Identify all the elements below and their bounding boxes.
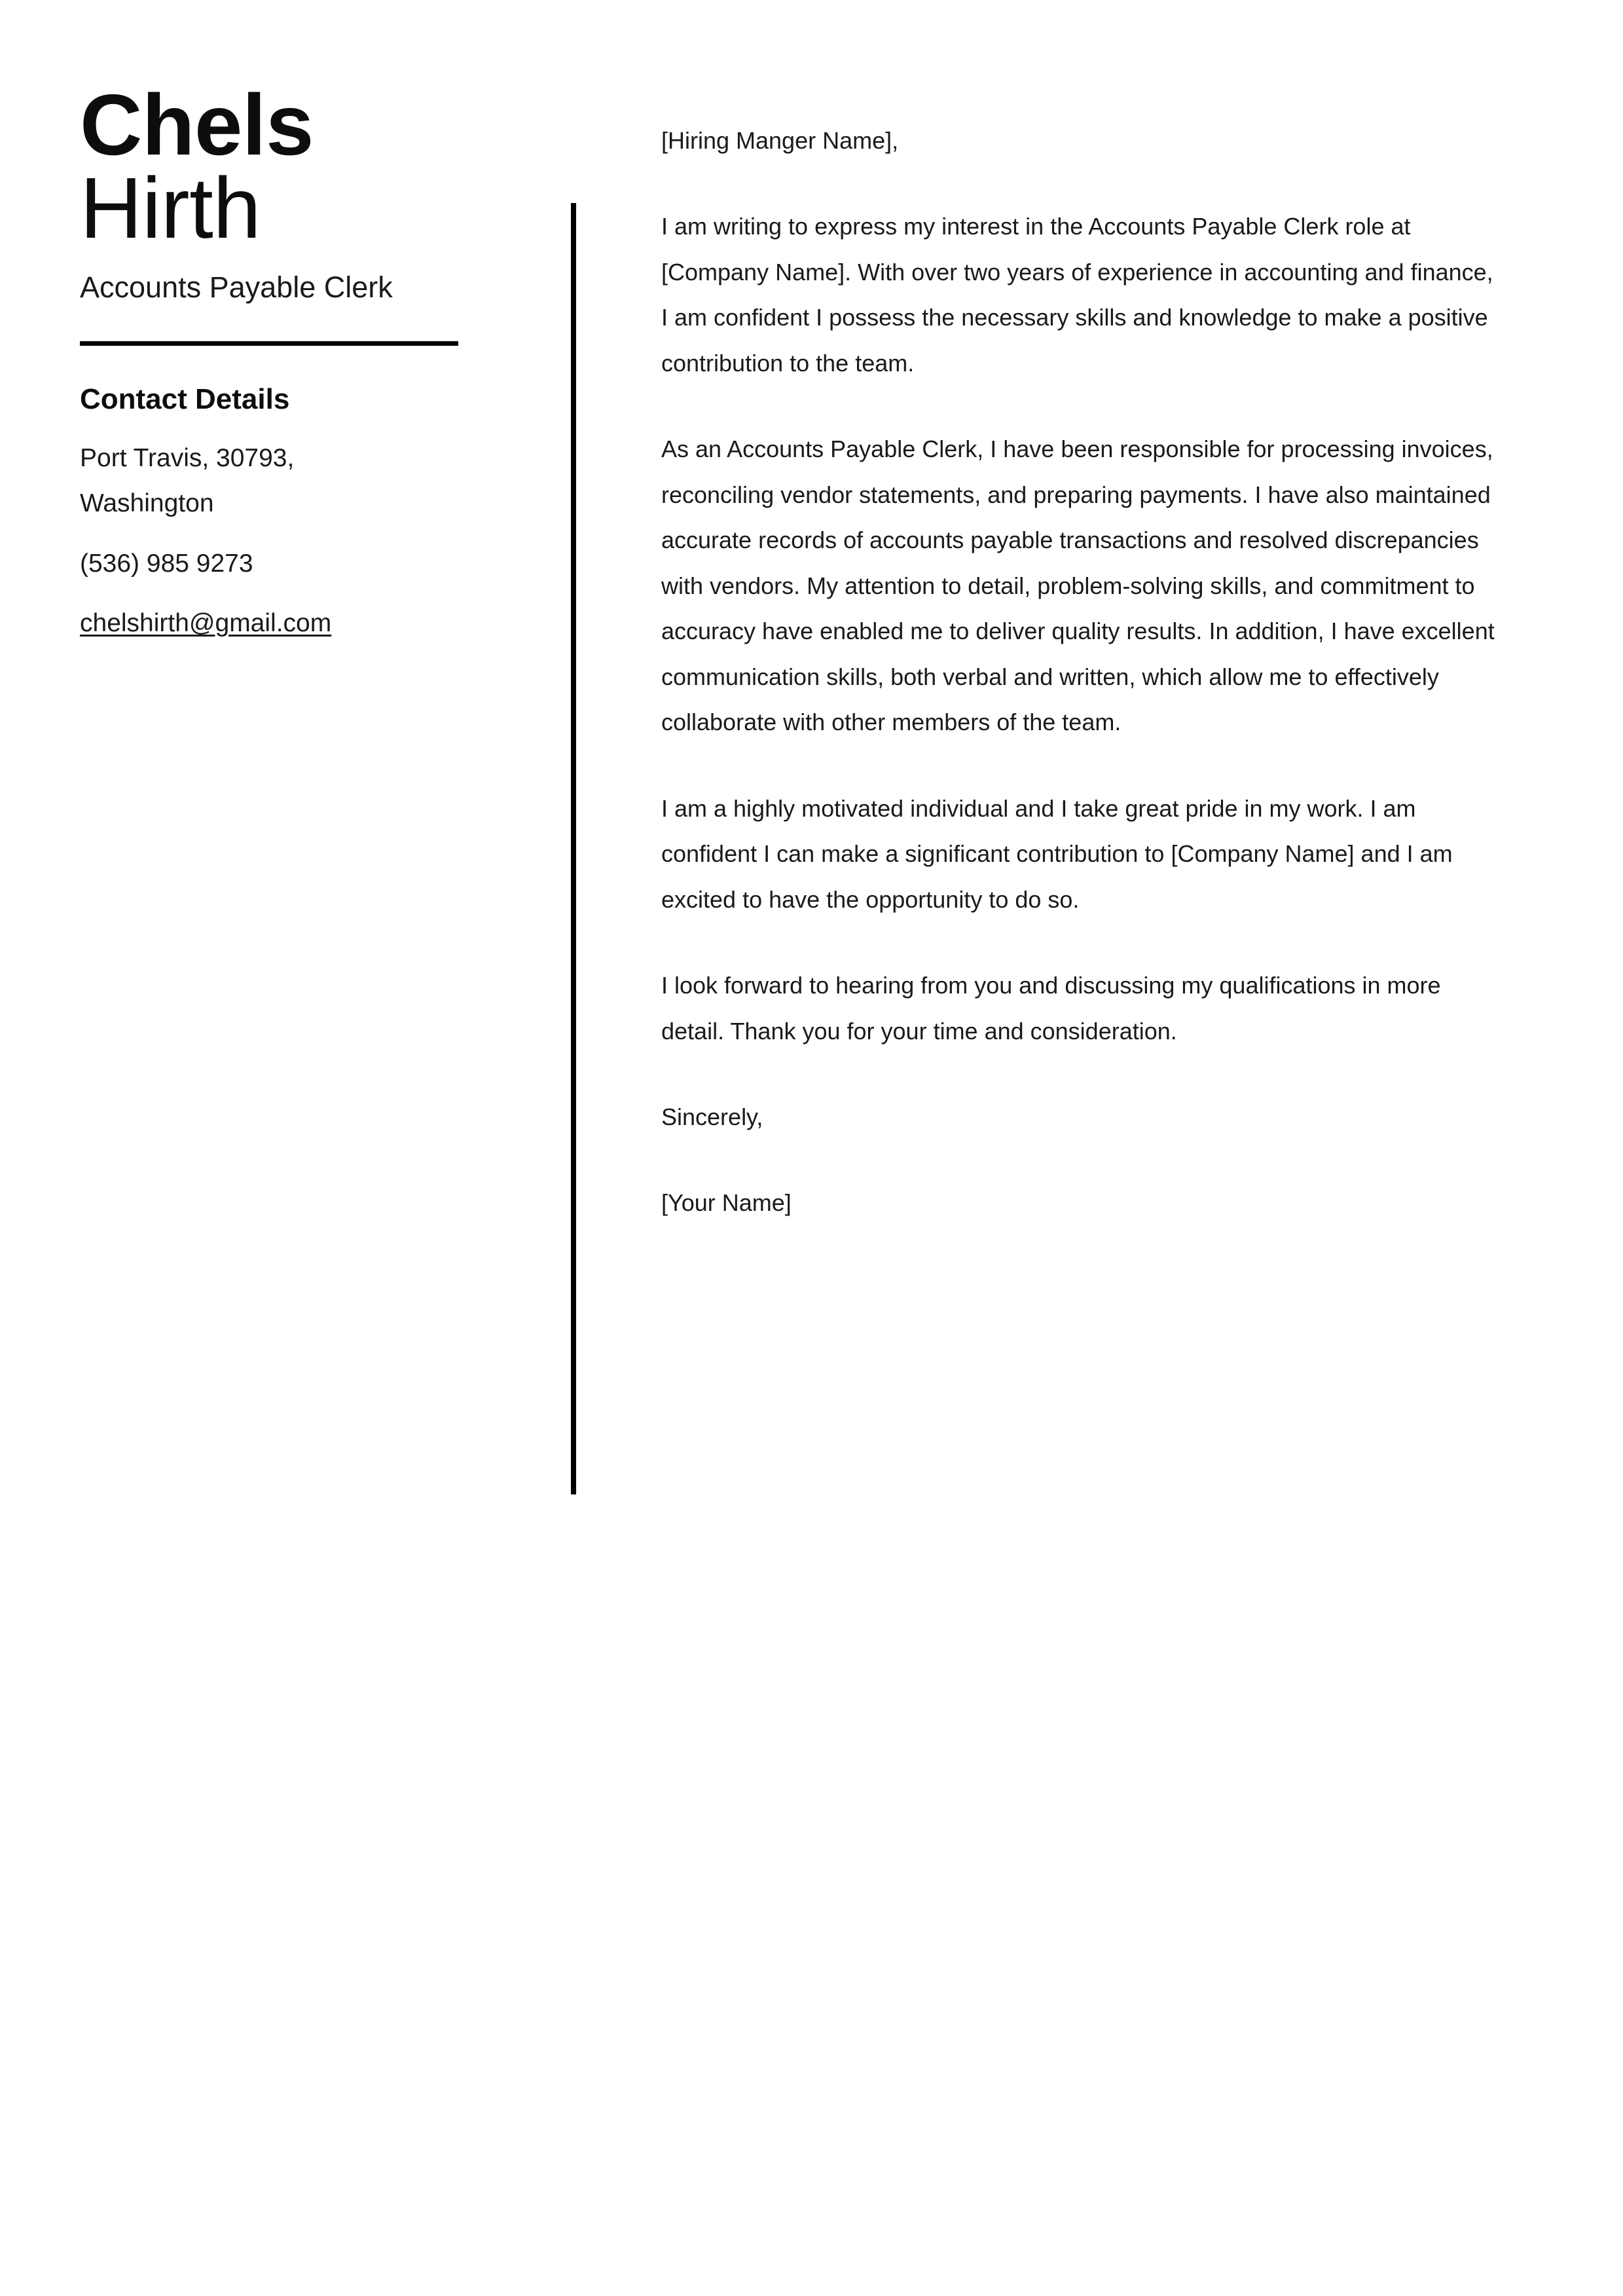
contact-details-heading: Contact Details — [80, 383, 290, 416]
letter-salutation: [Hiring Manger Name], — [661, 127, 899, 154]
vertical-divider — [571, 203, 576, 1494]
letter-paragraph-2: As an Accounts Payable Clerk, I have been responsible for processing invoices, reconciling vendor statements, and preparing payments. I have also maintained accurate records of accounts payable transactions and resolved discrepancies with vendors. My attention to detail, problem-solving skills, and commitment to accuracy have enabled me to deliver quality results. In addition, I have excellent communication skills, both verbal and written, which allow me to effectively collaborate with other members of the team. — [661, 435, 1495, 736]
letter-paragraph-4: I look forward to hearing from you and discussing my qualifications in more detail. Thank you for your time and consideration. — [661, 972, 1441, 1045]
contact-phone[interactable]: (536) 985 9273 — [80, 549, 253, 578]
letter-closing: Sincerely, — [661, 1103, 763, 1130]
sidebar — [80, 0, 473, 660]
sidebar-divider — [80, 341, 458, 346]
contact-list — [80, 435, 473, 661]
applicant-name — [80, 77, 473, 256]
job-title: Accounts Payable Clerk — [80, 270, 393, 305]
first-name: Chels — [80, 77, 314, 173]
letter-paragraph-3: I am a highly motivated individual and I take great pride in my work. I am confident I can make a significant contribution to [Company Name] and I am excited to have the opportunity to do so. — [661, 794, 1453, 913]
letter-paragraph-1: I am writing to express my interest in the Accounts Payable Clerk role at [Company Name]. With over two years of experience in accounting and finance, I am confident I possess the necessary skills and knowledge to make a positive contribution to the team. — [661, 213, 1493, 377]
last-name: Hirth — [80, 159, 261, 256]
contact-email-link[interactable]: chelshirth@gmail.com — [80, 608, 332, 637]
contact-address: Port Travis, 30793, Washington — [80, 443, 295, 518]
letter-signature: [Your Name] — [661, 1189, 792, 1217]
letter-body — [661, 118, 1499, 1226]
